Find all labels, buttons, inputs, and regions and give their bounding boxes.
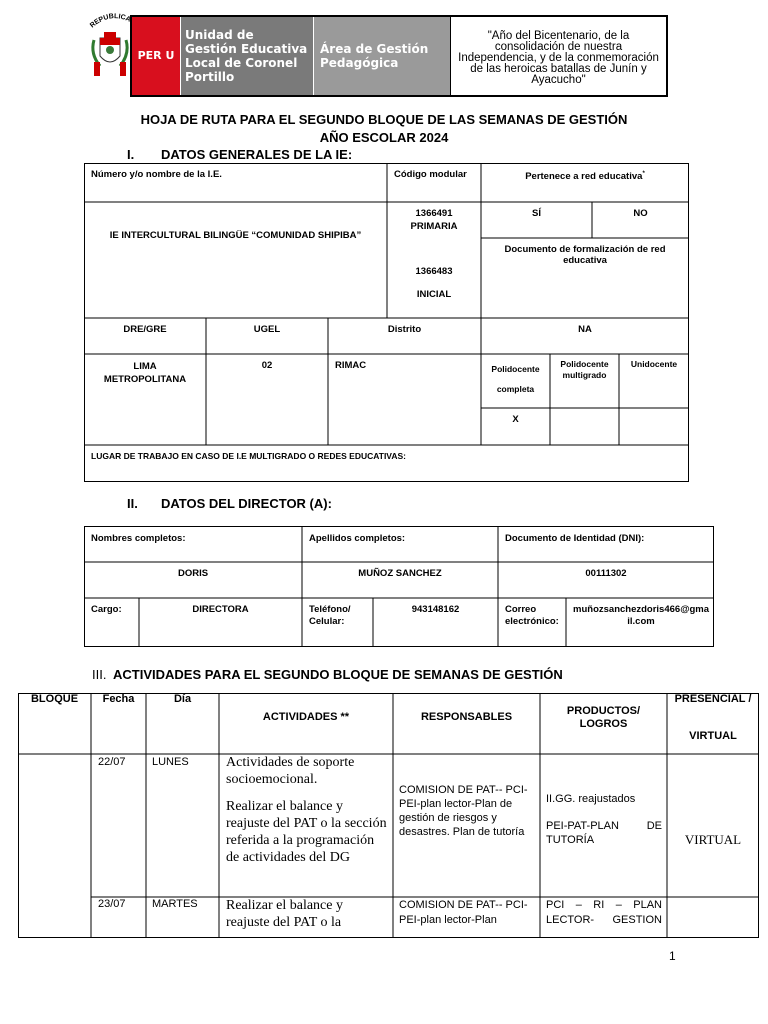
level-1: PRIMARIA [410,221,458,232]
general-data-grid [84,163,689,483]
network-footnote-mark: * [642,171,645,177]
network-yes: SÍ [532,208,541,219]
phone-value: 943148162 [411,604,460,615]
section-2-title: DATOS DEL DIRECTOR (A): [161,496,332,511]
section-3-title: ACTIVIDADES PARA EL SEGUNDO BLOQUE DE SEMANAS DE GESTIÓN [113,667,563,682]
ugel-col-label: UGEL [253,324,281,335]
peru-label: PER U [132,17,180,95]
dre-label: DRE/GRE [123,324,167,335]
dre-value: LIMA METROPOLITANA [103,361,187,385]
formalization-doc-label: Documento de formalización de red educativa [504,244,666,266]
header-modalidad-2: VIRTUAL [689,730,737,742]
names-label: Nombres completos: [91,533,186,544]
polidocente-multigrado: Polidocente multigrado [560,359,609,380]
director-grid-lines [84,526,714,647]
school-name: IE INTERCULTURAL BILINGÜE “COMUNIDAD SHIPIBA” [109,230,362,241]
row1-actividad-1: Actividades de soporte socioemocional. [226,755,355,787]
area-label: Área de Gestión Pedagógica [313,17,450,95]
svg-text:REPUBLICA DEL PERU: REPUBLICA [88,13,132,30]
row2-fecha: 23/07 [98,898,126,910]
modular-code-2: 1366483 [415,266,453,277]
modular-code-1: 1366491 [415,208,453,219]
names-value: DORIS [177,568,209,579]
row1-producto-1: II.GG. reajustados [546,793,636,805]
header-banner [130,15,668,97]
document-subtitle: AÑO ESCOLAR 2024 [319,130,449,145]
activities-table [18,693,759,938]
year-motto: "Año del Bicentenario, de la consolidación de nuestra Independencia, y de la conmemoración de las heroicas batallas de Junín y Ayacucho" [450,17,666,95]
row1-fecha: 22/07 [98,756,126,768]
header-dia: Día [173,693,192,705]
row1-modalidad: VIRTUAL [684,832,742,847]
ugel-value: 02 [261,360,273,371]
header-bloque: BLOQUE [30,693,79,705]
polidocente-completa: Polidocente completa [491,364,540,394]
section-3-number: III. [92,667,107,682]
row2-responsables: COMISION DE PAT-- PCI-PEI-plan lector-Plan [399,899,528,926]
dni-value: 00111302 [585,568,627,579]
peru-coat-of-arms-logo [88,10,132,82]
district-value: RIMAC [335,360,367,371]
ie-name-label: Número y/o nombre de la I.E. [91,169,222,180]
workplace-label: LUGAR DE TRABAJO EN CASO DE I.E MULTIGRADO O REDES EDUCATIVAS: [91,451,406,461]
email-value: muñozsanchezdoris466@gmail.com [573,604,709,627]
header-modalidad-1: PRESENCIAL / [674,693,752,705]
surnames-value: MUÑOZ SANCHEZ [358,568,442,579]
level-2: INICIAL [416,289,452,300]
network-no: NO [633,208,648,219]
modular-code-label: Código modular [394,169,467,180]
row2-actividad-1: Realizar el balance y reajuste del PAT o la [226,898,343,930]
row2-dia: MARTES [152,898,198,910]
director-data-grid [84,526,714,647]
section-2-number: II. [127,496,138,511]
row2-producto-1: PCI – RI – PLAN LECTOR- GESTION [546,899,662,926]
header-fecha: Fecha [102,693,135,705]
role-label: Cargo: [91,604,122,615]
email-label: Correo electrónico: [505,604,559,627]
role-value: DIRECTORA [192,604,249,615]
district-label: Distrito [387,324,422,335]
na-label: NA [578,324,592,335]
row1-responsables: COMISION DE PAT-- PCI-PEI-plan lector-Plan de gestión de riesgos y desastres. Plan de tutoría [399,784,528,838]
network-label [481,171,689,182]
header-actividades: ACTIVIDADES ** [262,711,350,723]
header-productos: PRODUCTOS/ LOGROS [566,705,641,730]
ugel-label: Unidad de Gestión Educativa Local de Coronel Portillo [180,17,313,95]
phone-label: Teléfono/ Celular: [309,604,351,627]
header-responsables: RESPONSABLES [420,711,513,723]
network-label-text: Pertenece a red educativa [525,171,643,183]
dni-label: Documento de Identidad (DNI): [505,533,645,544]
section-1-number: I. [127,147,135,162]
polidocente-completa-mark: X [512,414,519,425]
surnames-label: Apellidos completos: [309,533,406,544]
row1-actividad-2: Realizar el balance y reajuste del PAT o la sección referida a la programación de actividades del DG [226,799,387,865]
page-number: 1 [669,949,676,963]
section-1-title: DATOS GENERALES DE LA IE: [161,147,353,162]
unidocente: Unidocente [630,359,678,369]
row1-dia: LUNES [152,756,189,768]
document-title: HOJA DE RUTA PARA EL SEGUNDO BLOQUE DE LAS SEMANAS DE GESTIÓN [140,112,628,127]
row1-producto-2: PEI-PAT-PLAN DE TUTORÍA [546,820,662,846]
